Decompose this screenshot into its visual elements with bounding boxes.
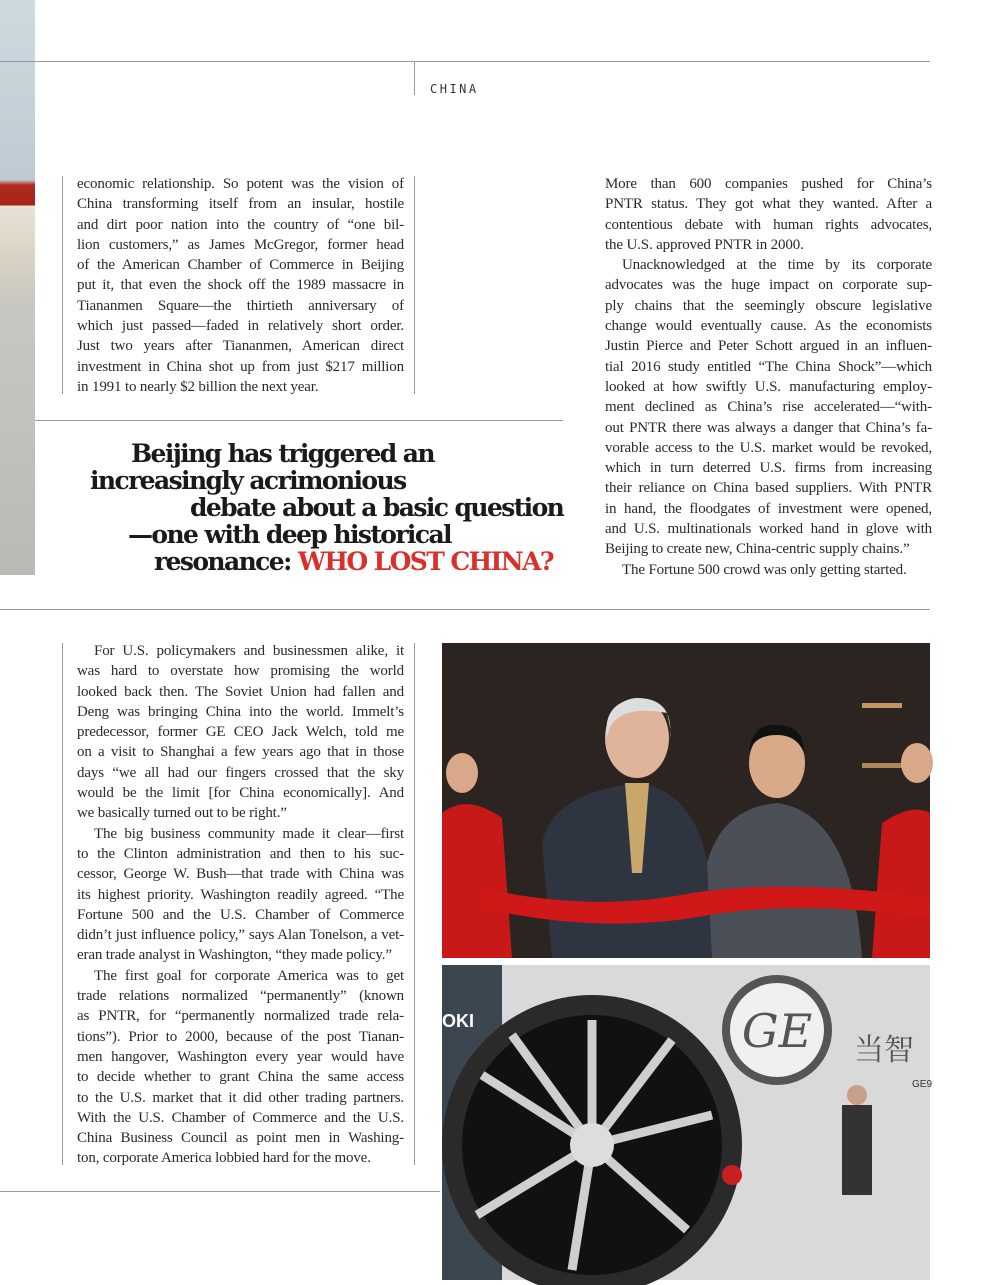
text-line: Tiananmen Square—the thirtieth anniversary of	[77, 297, 404, 314]
chinese-sign-text: 当智	[854, 1033, 914, 1068]
text-line: we basically turned out to be right.”	[77, 805, 287, 822]
text-line: The first goal for corporate America was to get	[94, 967, 404, 984]
model-label: GE9	[912, 1079, 933, 1090]
text-line: Justin Pierce and Peter Schott argued in an influen-	[605, 338, 932, 355]
text-line: Just two years after Tiananmen, American direct	[77, 338, 404, 355]
text-line: would be the limit [for China economically]. And	[77, 785, 404, 802]
article-column-right	[605, 174, 932, 580]
article-column-bottom-left	[77, 641, 404, 1169]
text-line: to decide whether to grant China the same access	[77, 1069, 404, 1086]
text-line: cessor, George W. Bush—that trade with China was	[77, 866, 404, 883]
text-line: days “we all had our fingers crossed that the sky	[77, 764, 404, 781]
text-line: advocates was the huge impact on corporate sup-	[605, 277, 932, 294]
ge-engine-photo	[442, 965, 933, 1280]
text-line: its highest priority. Washington readily agreed. “The	[77, 886, 404, 903]
text-line: investment in China shot up from just $217 million	[77, 358, 404, 375]
text-line: ton, corporate America lobbied hard for the move.	[77, 1150, 371, 1167]
text-line: of the American Chamber of Commerce in Beijing	[77, 257, 404, 274]
pull-quote-text: resonance:	[154, 547, 291, 576]
text-line: men hangover, Washington every year would have	[77, 1048, 404, 1065]
text-line: on a visit to Shanghai a few years ago that in those	[77, 744, 404, 761]
text-line: tial 2016 study entitled “The China Shock”—which	[605, 358, 932, 375]
text-line: was hard to overstate how promising the world	[77, 663, 404, 680]
text-line: contentious debate with human rights advocates,	[605, 216, 932, 233]
text-line: as PNTR, for “permanently normalized trade rela-	[77, 1008, 404, 1025]
column-rule-left	[62, 643, 63, 1165]
text-line: in 1991 to nearly $2 billion the next year.	[77, 378, 319, 395]
text-line: which just passed—faded in relatively short order.	[77, 318, 404, 335]
pull-quote-rule	[35, 420, 563, 421]
text-line: predecessor, former GE CEO Jack Welch, told me	[77, 724, 404, 741]
text-line: More than 600 companies pushed for China’s	[605, 176, 932, 192]
text-line: ment declined as China’s rise accelerated—“with-	[605, 399, 932, 416]
pull-quote-line: increasingly acrimonious	[90, 466, 406, 495]
text-line: Fortune 500 and the U.S. Chamber of Commerce	[77, 906, 404, 923]
header-rule	[0, 61, 930, 62]
text-line: their reliance on China based suppliers. With PNTR	[605, 480, 932, 497]
text-line: to the Clinton administration and then to his suc-	[77, 845, 404, 862]
pull-quote-highlight: WHO LOST CHINA?	[297, 547, 553, 576]
ribbon-cutting-photo	[442, 643, 930, 958]
text-line: eran trade analyst in Washington, “they made policy.”	[77, 947, 392, 964]
ge-logo: GE	[741, 1004, 813, 1058]
text-line: put it, that even the shock off the 1989 massacre in	[77, 277, 404, 294]
text-line: PNTR status. They got what they wanted. After a	[605, 196, 932, 213]
article-column-top-left	[77, 174, 404, 397]
text-line: The big business community made it clear—first	[94, 825, 404, 842]
text-line: to the U.S. market that it did other trading partners.	[77, 1089, 404, 1106]
text-line: Unacknowledged at the time by its corporate	[622, 257, 932, 274]
pull-quote-line	[154, 548, 553, 575]
header-divider	[414, 61, 415, 95]
text-line: China Business Council as point men in Washing-	[77, 1130, 404, 1147]
text-line: lion customers,” as James McGregor, former head	[77, 236, 404, 253]
text-line: didn’t just influence policy,” says Alan Tonelson, a vet-	[77, 927, 404, 944]
text-line: trade relations normalized “permanently” (known	[77, 988, 404, 1005]
pull-quote-line: —one with deep historical	[128, 520, 451, 549]
text-line: China transforming itself from an insular, hostile	[77, 196, 404, 213]
ribbon-cutting-illustration	[442, 643, 930, 958]
jet-engine-illustration	[442, 965, 933, 1280]
pull-quote-line: Beijing has triggered an	[131, 439, 434, 468]
booth-sign-text: OKI	[442, 1011, 475, 1031]
column-rule-right	[414, 643, 415, 1165]
text-line: which in turn deterred U.S. firms from increasing	[605, 460, 932, 477]
text-line: looked at how swiftly U.S. manufacturing employ-	[605, 378, 932, 395]
text-line: looked back then. The Soviet Union had fallen and	[77, 683, 404, 700]
text-line: and U.S. multinationals worked hand in glove with	[605, 521, 932, 538]
text-line: tions”). Prior to 2000, because of the post Tianan-	[77, 1028, 404, 1045]
text-line: in hand, the floodgates of investment were opened,	[605, 500, 932, 517]
column-rule-right	[414, 176, 415, 394]
text-line: The Fortune 500 crowd was only getting started.	[622, 561, 907, 578]
pull-quote-line: debate about a basic question	[190, 493, 564, 522]
column-rule-left	[62, 176, 63, 394]
forbidden-city-photo-strip	[0, 0, 35, 575]
text-line: ply chains that the seemingly obscure legislative	[605, 297, 932, 314]
bottom-rule	[0, 1191, 440, 1192]
text-line: With the U.S. Chamber of Commerce and the U.S.	[77, 1109, 404, 1126]
text-line: out PNTR there was always a danger that China’s fa-	[605, 419, 932, 436]
text-line: and dirt poor nation into the country of “one bil-	[77, 216, 404, 233]
text-line: the U.S. approved PNTR in 2000.	[605, 236, 804, 253]
text-line: change would eventually cause. As the economists	[605, 318, 932, 335]
section-rule	[0, 609, 930, 610]
text-line: Beijing to create new, China-centric supply chains.”	[605, 541, 910, 558]
text-line: economic relationship. So potent was the vision of	[77, 176, 404, 192]
text-line: vorable access to the U.S. market would be revoked,	[605, 439, 932, 456]
text-line: Deng was bringing China into the world. Immelt’s	[77, 703, 404, 720]
text-line: For U.S. policymakers and businessmen alike, it	[94, 643, 404, 659]
section-label: CHINA	[430, 82, 479, 96]
